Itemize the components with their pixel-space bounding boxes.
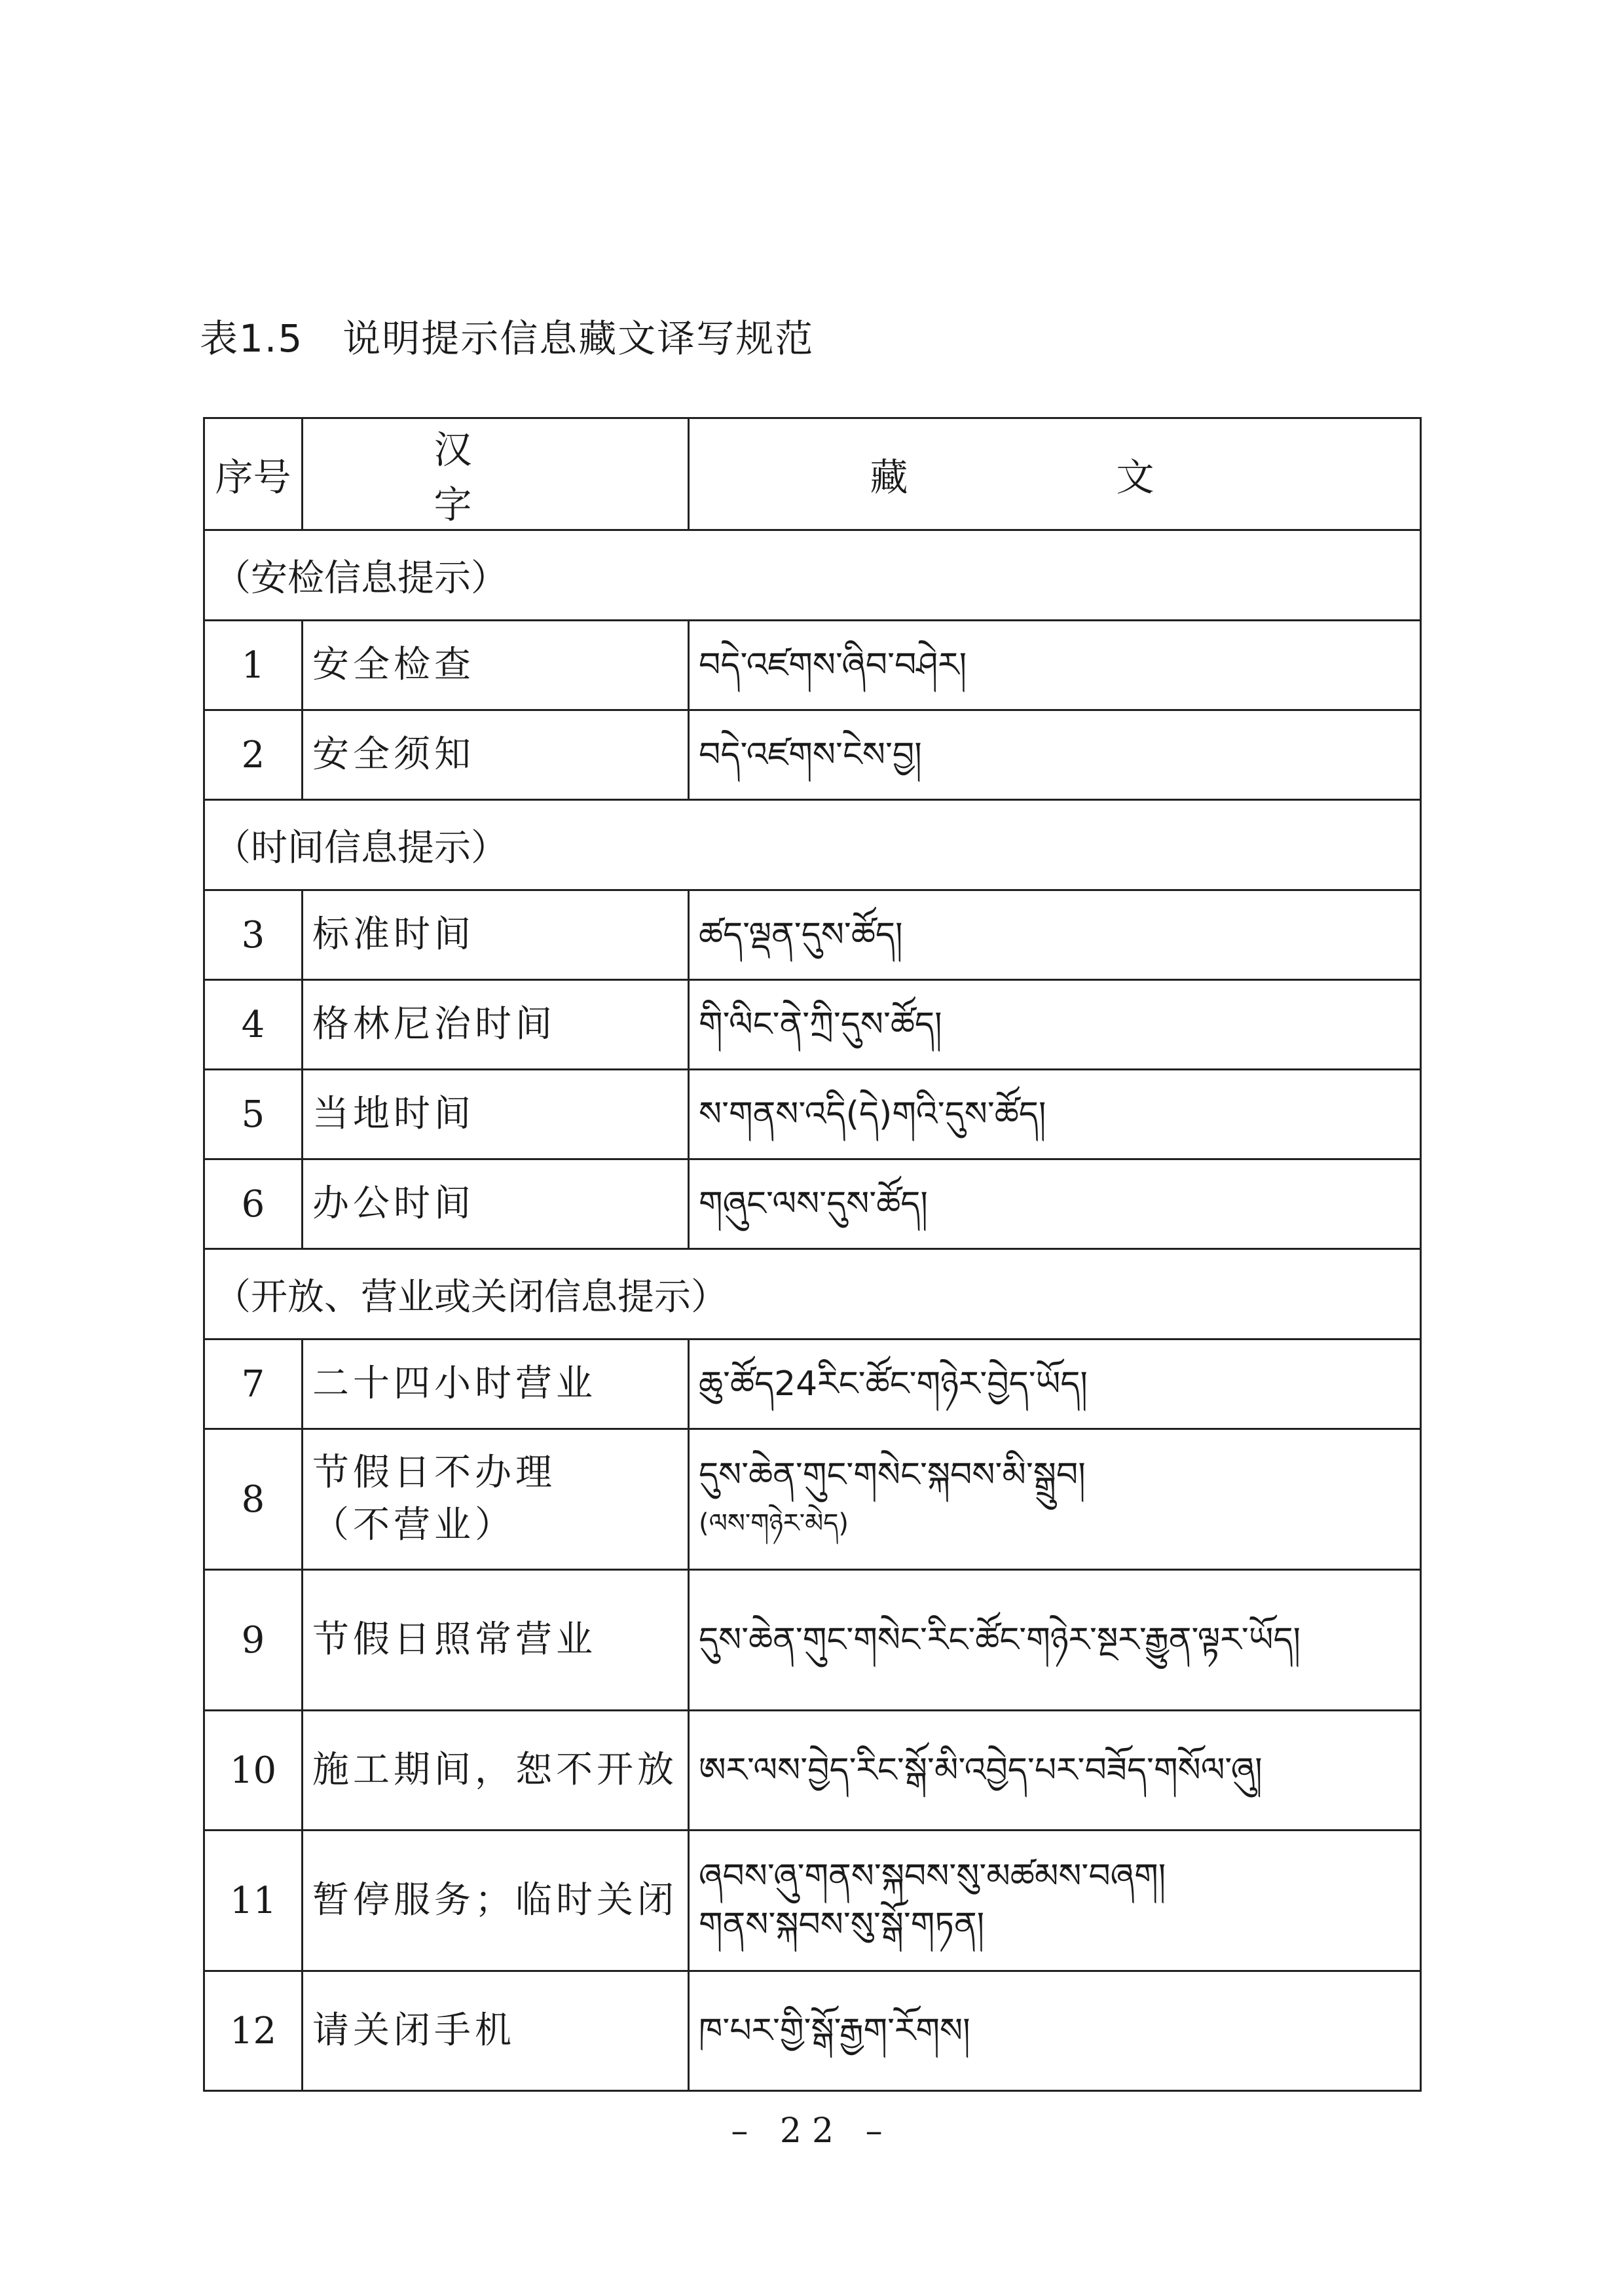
row-tibetan: ཨར་ལས་བྱེད་རིང་སྒོ་མི་འབྱེད་པར་བཟོད་གསོལ་ཞུ། — [689, 1711, 1421, 1831]
row-chinese — [303, 1429, 689, 1570]
table-row — [204, 621, 1421, 710]
row-tibetan — [689, 1429, 1421, 1570]
row-chinese: 节假日照常营业 — [303, 1570, 689, 1711]
row-tibetan: ས་གནས་འདི(དེ)གའི་དུས་ཚོད། — [689, 1070, 1421, 1159]
row-tibetan: གི་ལིང་ནེ་ཀྲི་དུས་ཚོད། — [689, 980, 1421, 1070]
section-heading: （开放、营业或关闭信息提示） — [204, 1249, 1421, 1339]
row-seq: 9 — [204, 1570, 303, 1711]
caption-text: 说明提示信息藏文译写规范 — [342, 316, 815, 361]
row-chinese: 请关闭手机 — [303, 1971, 689, 2091]
row-chinese-line: （不营业） — [312, 1504, 515, 1546]
header-seq: 序号 — [204, 418, 303, 530]
row-tibetan-line: ཞབས་ཞུ་གནས་སྐབས་སུ་མཚམས་བཞག། — [699, 1857, 1166, 1896]
table-row — [204, 1711, 1421, 1831]
table-row — [204, 1070, 1421, 1159]
row-chinese: 当地时间 — [303, 1070, 689, 1159]
row-tibetan: ཚད་ལྡན་དུས་ཚོད། — [689, 890, 1421, 980]
table-row — [204, 1971, 1421, 2091]
row-tibetan: ཆུ་ཚོད24རིང་ཚོང་གཉེར་བྱེད་ཡོད། — [689, 1339, 1421, 1429]
section-heading: （时间信息提示） — [204, 800, 1421, 890]
section-heading: （安检信息提示） — [204, 530, 1421, 621]
row-seq: 5 — [204, 1070, 303, 1159]
table-row — [204, 1429, 1421, 1570]
table-row — [204, 1339, 1421, 1429]
row-chinese: 暂停服务；临时关闭 — [303, 1831, 689, 1971]
translation-table — [203, 417, 1422, 2092]
row-tibetan-sub: (ལས་གཉེར་མེད) — [699, 1508, 849, 1539]
row-seq: 6 — [204, 1159, 303, 1249]
row-tibetan: གཞུང་ལས་དུས་ཚོད། — [689, 1159, 1421, 1249]
row-tibetan: དུས་ཆེན་གུང་གསེང་རིང་ཚོང་གཉེར་སྔར་རྒྱུན་ལྟར་ཡོད། — [689, 1570, 1421, 1711]
header-row — [204, 418, 1421, 530]
row-tibetan: ཁ་པར་གྱི་སྒོ་རྒྱག་རོགས། — [689, 1971, 1421, 2091]
row-seq: 7 — [204, 1339, 303, 1429]
row-seq: 4 — [204, 980, 303, 1070]
row-chinese: 安全检查 — [303, 621, 689, 710]
row-chinese-line: 节假日不办理 — [312, 1451, 556, 1494]
row-tibetan-line: གནས་སྐབས་སུ་སྒོ་གཏན། — [699, 1905, 985, 1944]
page-number: – 22 – — [731, 2111, 893, 2151]
row-chinese: 二十四小时营业 — [303, 1339, 689, 1429]
header-chinese: 汉 字 — [303, 418, 689, 530]
row-tibetan: བདེ་འཛགས་ངེས་བྱ། — [689, 710, 1421, 800]
table-caption — [200, 308, 814, 363]
row-tibetan — [689, 1831, 1421, 1971]
table-row — [204, 1159, 1421, 1249]
table-row — [204, 890, 1421, 980]
row-tibetan: བདེ་འཛགས་ཞིབ་བཤེར། — [689, 621, 1421, 710]
section-row — [204, 800, 1421, 890]
row-chinese: 格林尼治时间 — [303, 980, 689, 1070]
table-row — [204, 980, 1421, 1070]
caption-number: 表1.5 — [200, 316, 304, 361]
row-seq: 3 — [204, 890, 303, 980]
section-row — [204, 1249, 1421, 1339]
table-row — [204, 1831, 1421, 1971]
row-chinese: 安全须知 — [303, 710, 689, 800]
row-seq: 11 — [204, 1831, 303, 1971]
table-row — [204, 710, 1421, 800]
row-seq: 10 — [204, 1711, 303, 1831]
row-tibetan-line: དུས་ཆེན་གུང་གསེང་སྐབས་མི་སྒྲུབ། — [699, 1455, 1086, 1495]
row-seq: 1 — [204, 621, 303, 710]
row-chinese: 施工期间，恕不开放 — [303, 1711, 689, 1831]
table-row — [204, 1570, 1421, 1711]
row-seq: 12 — [204, 1971, 303, 2091]
row-chinese: 办公时间 — [303, 1159, 689, 1249]
row-chinese: 标准时间 — [303, 890, 689, 980]
header-tibetan: 藏 文 — [689, 418, 1421, 530]
row-seq: 8 — [204, 1429, 303, 1570]
row-seq: 2 — [204, 710, 303, 800]
section-row — [204, 530, 1421, 621]
